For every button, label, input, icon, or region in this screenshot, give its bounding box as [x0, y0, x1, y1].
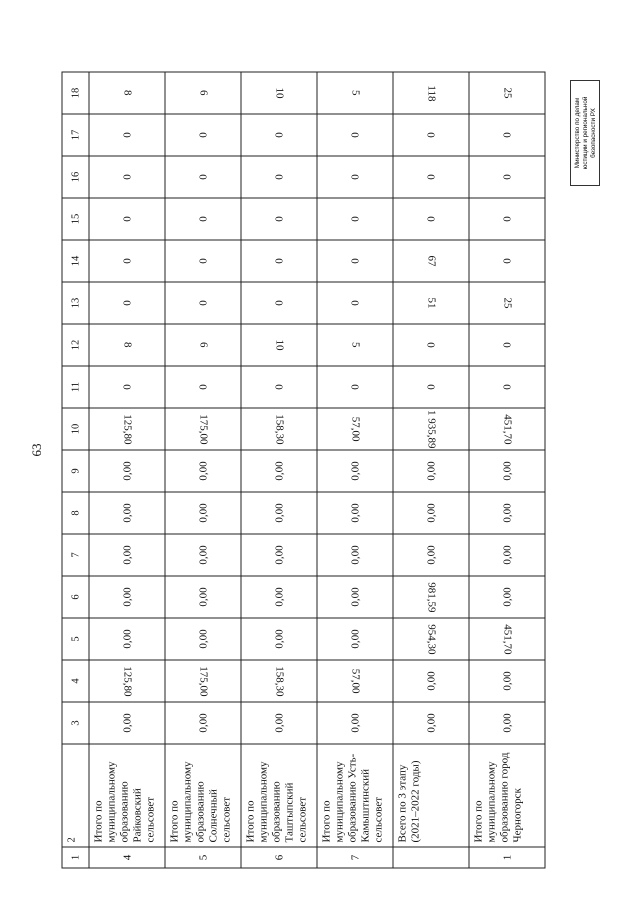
column-number-7: 7 — [62, 534, 89, 576]
value-cell-c16 — [317, 156, 393, 198]
column-number-14: 14 — [62, 240, 89, 282]
value-cell-c12 — [393, 324, 469, 366]
cell-value: 0 — [197, 300, 209, 306]
value-cell-c7 — [469, 534, 545, 576]
value-cell-c14 — [89, 240, 165, 282]
value-cell-c3 — [469, 702, 545, 744]
row-name-text: Всего по 3 этапу (2021–2022 годы) — [396, 760, 422, 843]
cell-value: 0,00 — [273, 545, 285, 565]
value-cell-c16 — [469, 156, 545, 198]
table-header-row — [62, 72, 89, 868]
row-name-cell — [241, 744, 317, 847]
value-cell-c6 — [469, 576, 545, 618]
value-cell-c12 — [317, 324, 393, 366]
value-cell-c16 — [89, 156, 165, 198]
cell-value: 0,00 — [197, 503, 209, 523]
cell-value: 175,00 — [197, 665, 209, 697]
cell-value: 125,80 — [121, 665, 133, 697]
cell-value: 981,59 — [425, 581, 437, 613]
value-cell-c3 — [317, 702, 393, 744]
cell-value: 0 — [425, 132, 437, 138]
cell-value: 0 — [121, 258, 133, 264]
table-row — [241, 72, 317, 868]
table-row — [317, 72, 393, 868]
cell-value: 0,00 — [501, 587, 513, 607]
value-cell-c18 — [89, 72, 165, 114]
value-cell-c11 — [469, 366, 545, 408]
column-number-1: 1 — [62, 847, 89, 868]
value-cell-c15 — [241, 198, 317, 240]
cell-value: 0 — [349, 384, 361, 390]
value-cell-c17 — [89, 114, 165, 156]
column-number-18: 18 — [62, 72, 89, 114]
column-number-2: 2 — [62, 744, 89, 847]
row-number-cell — [317, 847, 393, 868]
value-cell-c13 — [165, 282, 241, 324]
row-name-text: Итого по муниципальному образованию город Черногорск — [472, 752, 524, 843]
cell-value: 0,00 — [349, 629, 361, 649]
column-number-10: 10 — [62, 408, 89, 450]
cell-value: 0 — [425, 174, 437, 180]
cell-value: 0 — [501, 384, 513, 390]
cell-value: 0,00 — [425, 545, 437, 565]
table-row — [393, 72, 469, 868]
value-cell-c13 — [241, 282, 317, 324]
value-cell-c8 — [469, 492, 545, 534]
value-cell-c13 — [469, 282, 545, 324]
row-number-cell — [469, 847, 545, 868]
table-row — [89, 72, 165, 868]
row-name-cell — [165, 744, 241, 847]
cell-value: 0,00 — [121, 629, 133, 649]
cell-value: 0,00 — [349, 503, 361, 523]
cell-value: 0,00 — [273, 713, 285, 733]
cell-value: 0,00 — [501, 503, 513, 523]
value-cell-c16 — [165, 156, 241, 198]
cell-value: 1 935,89 — [425, 409, 437, 449]
cell-value: 451,70 — [501, 413, 513, 445]
cell-value: 0 — [121, 300, 133, 306]
value-cell-c9 — [393, 450, 469, 492]
value-cell-c4 — [317, 660, 393, 702]
value-cell-c12 — [469, 324, 545, 366]
value-cell-c5 — [393, 618, 469, 660]
row-name-cell — [89, 744, 165, 847]
value-cell-c10 — [317, 408, 393, 450]
value-cell-c14 — [317, 240, 393, 282]
cell-value: 0,00 — [197, 629, 209, 649]
cell-value: 0 — [501, 342, 513, 348]
value-cell-c5 — [241, 618, 317, 660]
column-number-12: 12 — [62, 324, 89, 366]
column-number-8: 8 — [62, 492, 89, 534]
cell-value: 0,00 — [273, 587, 285, 607]
value-cell-c12 — [89, 324, 165, 366]
value-cell-c5 — [165, 618, 241, 660]
cell-value: 0 — [349, 216, 361, 222]
row-name-cell — [393, 744, 469, 847]
value-cell-c10 — [469, 408, 545, 450]
cell-value: 0,00 — [121, 461, 133, 481]
cell-value: 0 — [425, 216, 437, 222]
value-cell-c4 — [89, 660, 165, 702]
value-cell-c11 — [393, 366, 469, 408]
value-cell-c11 — [89, 366, 165, 408]
value-cell-c17 — [317, 114, 393, 156]
value-cell-c4 — [165, 660, 241, 702]
table-row — [165, 72, 241, 868]
cell-value: 0 — [349, 258, 361, 264]
value-cell-c11 — [165, 366, 241, 408]
cell-value: 25 — [501, 87, 513, 99]
cell-value: 0,00 — [349, 587, 361, 607]
cell-value: 0,00 — [425, 671, 437, 691]
value-cell-c15 — [89, 198, 165, 240]
row-number-cell — [241, 847, 317, 868]
cell-value: 0 — [121, 174, 133, 180]
page-number: 63 — [29, 443, 44, 457]
cell-value: 0 — [349, 300, 361, 306]
value-cell-c9 — [241, 450, 317, 492]
value-cell-c17 — [165, 114, 241, 156]
cell-value: 0 — [197, 132, 209, 138]
cell-value: 0,00 — [197, 713, 209, 733]
cell-value: 8 — [121, 342, 133, 348]
cell-value: 0,00 — [121, 503, 133, 523]
cell-value: 0,00 — [197, 545, 209, 565]
value-cell-c17 — [469, 114, 545, 156]
value-cell-c13 — [317, 282, 393, 324]
row-name-text: Итого по муниципальному образованию Таштыпский сельсовет — [244, 761, 309, 843]
cell-value: 0,00 — [349, 713, 361, 733]
value-cell-c7 — [241, 534, 317, 576]
row-name-cell — [317, 744, 393, 847]
cell-value: 125,80 — [121, 413, 133, 445]
column-number-17: 17 — [62, 114, 89, 156]
data-table — [62, 72, 546, 869]
cell-value: 0,00 — [425, 461, 437, 481]
value-cell-c12 — [165, 324, 241, 366]
cell-value: 1 — [501, 854, 513, 861]
value-cell-c18 — [165, 72, 241, 114]
cell-value: 5 — [349, 342, 361, 348]
value-cell-c4 — [393, 660, 469, 702]
column-number-6: 6 — [62, 576, 89, 618]
cell-value: 10 — [273, 339, 285, 351]
value-cell-c6 — [317, 576, 393, 618]
value-cell-c5 — [317, 618, 393, 660]
cell-value: 0 — [197, 216, 209, 222]
value-cell-c18 — [317, 72, 393, 114]
value-cell-c3 — [241, 702, 317, 744]
cell-value: 0,00 — [121, 545, 133, 565]
cell-value: 6 — [197, 342, 209, 348]
value-cell-c6 — [393, 576, 469, 618]
cell-value: 158,30 — [273, 413, 285, 445]
value-cell-c8 — [89, 492, 165, 534]
cell-value: 0 — [197, 258, 209, 264]
cell-value: 0,00 — [349, 545, 361, 565]
value-cell-c10 — [89, 408, 165, 450]
cell-value: 0,00 — [273, 503, 285, 523]
cell-value: 0 — [273, 300, 285, 306]
value-cell-c9 — [165, 450, 241, 492]
cell-value: 57,00 — [349, 668, 361, 694]
cell-value: 7 — [349, 854, 361, 861]
cell-value: 118 — [425, 84, 437, 102]
cell-value: 0 — [273, 216, 285, 222]
value-cell-c6 — [89, 576, 165, 618]
value-cell-c18 — [241, 72, 317, 114]
value-cell-c3 — [165, 702, 241, 744]
row-number-cell — [393, 847, 469, 868]
cell-value: 0,00 — [501, 713, 513, 733]
column-number-3: 3 — [62, 702, 89, 744]
column-number-16: 16 — [62, 156, 89, 198]
stamp-box — [570, 80, 600, 186]
value-cell-c5 — [89, 618, 165, 660]
value-cell-c18 — [469, 72, 545, 114]
cell-value: 0,00 — [501, 671, 513, 691]
column-number-13: 13 — [62, 282, 89, 324]
value-cell-c10 — [393, 408, 469, 450]
cell-value: 67 — [425, 255, 437, 267]
value-cell-c12 — [241, 324, 317, 366]
value-cell-c16 — [241, 156, 317, 198]
value-cell-c4 — [241, 660, 317, 702]
cell-value: 0 — [273, 174, 285, 180]
cell-value: 0 — [273, 258, 285, 264]
row-name-text: Итого по муниципальному образованию Усть-Камыштинский сельсовет — [320, 753, 385, 843]
row-name-text: Итого по муниципальному образованию Райковский сельсовет — [92, 761, 157, 843]
cell-value: 0,00 — [121, 713, 133, 733]
cell-value: 0 — [121, 216, 133, 222]
value-cell-c9 — [469, 450, 545, 492]
row-name-cell — [469, 744, 545, 847]
value-cell-c14 — [393, 240, 469, 282]
cell-value: 158,30 — [273, 665, 285, 697]
cell-value: 0 — [501, 216, 513, 222]
value-cell-c11 — [241, 366, 317, 408]
value-cell-c7 — [89, 534, 165, 576]
cell-value: 0,00 — [273, 629, 285, 649]
table-row — [469, 72, 545, 868]
cell-value: 4 — [121, 854, 133, 861]
cell-value: 0,00 — [121, 587, 133, 607]
value-cell-c8 — [393, 492, 469, 534]
value-cell-c10 — [165, 408, 241, 450]
cell-value: 0 — [501, 258, 513, 264]
value-cell-c13 — [89, 282, 165, 324]
value-cell-c15 — [393, 198, 469, 240]
cell-value: 0,00 — [273, 461, 285, 481]
cell-value: 51 — [425, 297, 437, 309]
stamp-line-3: безопасности РХ — [590, 108, 597, 158]
cell-value: 5 — [197, 854, 209, 861]
stamp — [568, 78, 602, 188]
cell-value: 0 — [425, 342, 437, 348]
cell-value: 954,30 — [425, 623, 437, 655]
value-cell-c3 — [89, 702, 165, 744]
row-name-text: Итого по муниципальному образованию Солнечный сельсовет — [168, 761, 233, 843]
column-number-4: 4 — [62, 660, 89, 702]
cell-value: 0 — [501, 174, 513, 180]
value-cell-c18 — [393, 72, 469, 114]
cell-value: 175,00 — [197, 413, 209, 445]
value-cell-c17 — [241, 114, 317, 156]
value-cell-c7 — [393, 534, 469, 576]
cell-value: 0 — [349, 174, 361, 180]
cell-value: 0 — [121, 132, 133, 138]
value-cell-c8 — [317, 492, 393, 534]
value-cell-c8 — [241, 492, 317, 534]
cell-value: 0 — [501, 132, 513, 138]
cell-value: 0,00 — [425, 503, 437, 523]
value-cell-c6 — [241, 576, 317, 618]
cell-value: 6 — [273, 854, 285, 861]
cell-value: 5 — [349, 90, 361, 96]
value-cell-c10 — [241, 408, 317, 450]
value-cell-c9 — [89, 450, 165, 492]
column-number-15: 15 — [62, 198, 89, 240]
value-cell-c7 — [317, 534, 393, 576]
cell-value: 0 — [197, 174, 209, 180]
cell-value: 0,00 — [349, 461, 361, 481]
value-cell-c9 — [317, 450, 393, 492]
cell-value: 0 — [425, 384, 437, 390]
cell-value: 451,70 — [501, 623, 513, 655]
value-cell-c11 — [317, 366, 393, 408]
column-number-9: 9 — [62, 450, 89, 492]
row-number-cell — [165, 847, 241, 868]
cell-value: 0 — [197, 384, 209, 390]
value-cell-c15 — [469, 198, 545, 240]
value-cell-c17 — [393, 114, 469, 156]
cell-value: 57,00 — [349, 416, 361, 442]
value-cell-c3 — [393, 702, 469, 744]
value-cell-c13 — [393, 282, 469, 324]
cell-value: 0,00 — [197, 461, 209, 481]
cell-value: 8 — [121, 90, 133, 96]
cell-value: 0,00 — [197, 587, 209, 607]
value-cell-c15 — [165, 198, 241, 240]
cell-value: 0 — [349, 132, 361, 138]
cell-value: 0,00 — [501, 545, 513, 565]
column-number-5: 5 — [62, 618, 89, 660]
value-cell-c7 — [165, 534, 241, 576]
stamp-line-1: Министерство по делам — [574, 97, 581, 169]
cell-value: 25 — [501, 297, 513, 309]
cell-value: 0 — [121, 384, 133, 390]
value-cell-c8 — [165, 492, 241, 534]
value-cell-c14 — [241, 240, 317, 282]
value-cell-c15 — [317, 198, 393, 240]
row-number-cell — [89, 847, 165, 868]
cell-value: 0 — [273, 384, 285, 390]
cell-value: 6 — [197, 90, 209, 96]
cell-value: 0 — [273, 132, 285, 138]
value-cell-c14 — [165, 240, 241, 282]
cell-value: 0,00 — [425, 713, 437, 733]
column-number-11: 11 — [62, 366, 89, 408]
stamp-line-2: юстиции и региональной — [582, 96, 589, 170]
value-cell-c14 — [469, 240, 545, 282]
value-cell-c5 — [469, 618, 545, 660]
value-cell-c16 — [393, 156, 469, 198]
cell-value: 10 — [273, 87, 285, 99]
cell-value: 0,00 — [501, 461, 513, 481]
value-cell-c6 — [165, 576, 241, 618]
value-cell-c4 — [469, 660, 545, 702]
